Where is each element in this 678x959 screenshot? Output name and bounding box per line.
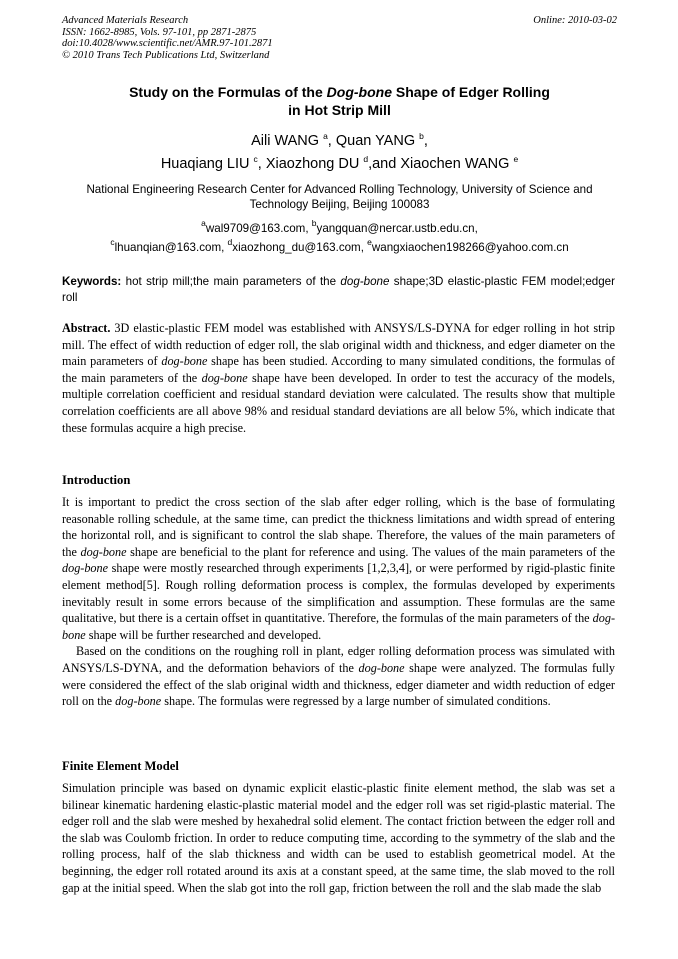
paragraph: Based on the conditions on the roughing roll in plant, edger rolling deformation process was simulated with ANSYS/LS-DYNA, and the deformation behaviors of the dog-bone shape were analyzed. The formulas fully were considered the effect of the slab original width and thickness, edger diameter and width reduction of edger roll on the dog-bone shape. The formulas were regressed by a large number of simulated conditions. [62, 644, 615, 709]
author-emails: $^a$wal9709@163.com, $^b$yangquan@nercar.ustb.edu.cn, $^c$lhuanqian@163.com, $^d$xiaozhong_du@163.com, $^e$wangxiaochen198266@yahoo.com.cn [110, 218, 569, 254]
paragraph: It is important to predict the cross section of the slab after edger rolling, which is the base of formulating reasonable rolling schedule, at the same time, can predict the thickness limitations and width spread of entering the horizontal roll, and is significant to control the slab shape. Therefore, the values of the main parameters of the dog-bone shape are beneficial to the plant for reference and using. The values of the main parameters of the dog-bone shape were mostly researched through experiments [1,2,3,4], or were performed by rigid-plastic finite element method[5]. Rough rolling deformation process is complex, the formulas developed by experiments inevitably result in some errors because of the simplification and assumption. These formulas are the same qualitative, but there is a certain offset in quantitative. Therefore, the formulas of the main parameters of the dog-bone shape will be further researched and developed. [62, 495, 616, 642]
paragraph: Simulation principle was based on dynamic explicit elastic-plastic finite element method, the slab was set a bilinear kinematic hardening elastic-plastic material model and the edger roll was set rigid-plastic material. The edger roll and the slab were meshed by hexahedral solid element. The contact friction between the edger roll and the slab was Coulomb friction. In order to reduce computing time, according to the symmetry of the slab and the rolling process, half of the slab thickness and width can be used to establish geometrical model. At the beginning, the edger roll rotated around its axis at a constant speed, at the same time, the slab moved to the roll gap at the initial speed. When the slab got into the roll gap, friction between the roll and the slab made the slab [62, 781, 615, 895]
issn: ISSN: 1662-8985, Vols. 97-101, pp 2871-2875 [62, 26, 257, 38]
section-heading-introduction: Introduction [62, 473, 131, 487]
section-heading-fem: Finite Element Model [62, 759, 179, 773]
paper-title: Study on the Formulas of the Dog-bone Shape of Edger Rolling in Hot Strip Mill [129, 84, 550, 118]
author-list: Aili WANG $^a$, Quan YANG $^b$, Huaqiang LIU $^c$, Xiaozhong DU $^d$,and Xiaochen WANG $^e$ [160, 131, 519, 172]
journal-header [62, 15, 617, 61]
email-link: lhuanqian@163.com, [114, 241, 228, 254]
author-name: , Quan YANG [327, 133, 416, 149]
affiliation: National Engineering Research Center for Advanced Rolling Technology, University of Science and Technology Beijing, Beijing 100083 [86, 183, 593, 211]
author-name: Huaqiang LIU [160, 156, 250, 172]
email-link: xiaozhong_du@163.com, [232, 241, 368, 254]
abstract-label: Abstract. [62, 321, 111, 335]
author-name: Aili WANG [251, 133, 320, 149]
introduction-body [62, 494, 615, 710]
email-link: yangquan@nercar.ustb.edu.cn, [316, 222, 478, 235]
email-link: wangxiaochen198266@yahoo.com.cn [371, 241, 569, 254]
doi: doi:10.4028/www.scientific.net/AMR.97-101.2871 [62, 38, 273, 50]
author-name: , Xiaozhong DU [257, 156, 360, 172]
author-name: ,and Xiaochen WANG [368, 156, 510, 172]
copyright: © 2010 Trans Tech Publications Ltd, Switzerland [62, 49, 270, 61]
online-date: Online: 2010-03-02 [533, 15, 617, 26]
keywords: Keywords: hot strip mill;the main parameters of the dog-bone shape;3D elastic-plastic FEM model;edger roll [62, 275, 615, 304]
fem-body [62, 780, 615, 896]
keywords-label: Keywords: [62, 275, 122, 288]
abstract: Abstract. 3D elastic-plastic FEM model was established with ANSYS/LS-DYNA for edger rolling in hot strip mill. The effect of width reduction of edger roll, the slab original width and thickness, and edger diameter on the main parameters of dog-bone shape has been studied. According to many simulated conditions, the formulas of the main parameters of the dog-bone shape have been developed. In order to test the accuracy of the models, multiple correlation coefficient and residual standard deviation were calculated. The results show that multiple correlation coefficients are all above 98% and residual standard deviations are all below 5%, which indicate that these formulas acquire a high precise. [62, 321, 616, 435]
email-link: wal9709@163.com, [205, 222, 312, 235]
journal-name: Advanced Materials Research [62, 15, 189, 26]
